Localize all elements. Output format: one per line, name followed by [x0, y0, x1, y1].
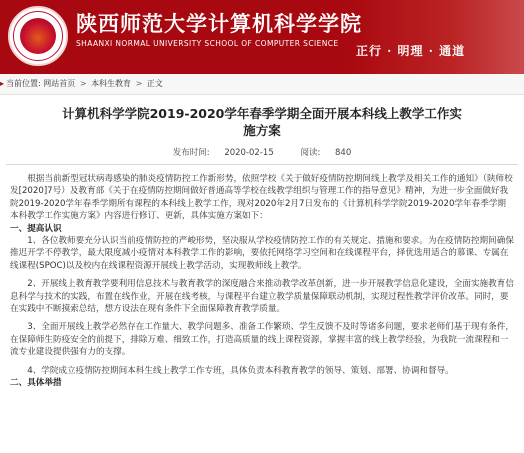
- article-title: 计算机科学学院2019-2020学年春季学期全面开展本科线上教学工作实施方案: [62, 106, 462, 138]
- breadcrumb-separator: >: [135, 79, 143, 88]
- university-logo[interactable]: [8, 6, 68, 66]
- breadcrumb-current: 正文: [146, 79, 163, 88]
- article-paragraph: 2、开展线上教育教学要利用信息技术与教育教学的深度融合来推动教学改革创新，进一步开展教学信息化建设，全面实施教育信息科学与技术的实践，布置在线作业，开展在线考核，与课程平台建立教学质量保障联动机制，实现过程性教学评价改革。同时，要在实践中不断摸索总结，想方设法在现有条件下全面保障教育教学质量。: [10, 279, 514, 315]
- location-icon: ▸: [0, 79, 5, 88]
- breadcrumb-prefix: 当前位置:: [6, 79, 41, 88]
- publish-info: [167, 148, 280, 158]
- article-meta: [0, 146, 524, 158]
- views-count: 840: [335, 148, 352, 158]
- section-heading: 二、具体举措: [10, 378, 62, 389]
- section-heading: 一、提高认识: [10, 223, 62, 234]
- publish-label: 发布时间:: [172, 148, 210, 158]
- title-divider: [6, 164, 518, 165]
- school-name: 陕西师范大学计算机科学学院: [76, 11, 362, 36]
- article-paragraph: 1、各位教师要充分认识当前疫情防控的严峻形势，坚决服从学校疫情防控工作的有关规定、措施和要求。为在疫情防控期间确保推迟开学不停教学，最大限度减小疫情对本科教学工作的影响，要依托网络学习空间和在线课程平台，择优选用适合的慕课、专属在线课程(SPOC)以及校内在线课程资源开展线上教学活动，实现教师线上教学。: [10, 236, 514, 271]
- school-name-en: SHAANXI NORMAL UNIVERSITY SCHOOL OF COMPUTER SCIENCE: [76, 39, 339, 48]
- logo-emblem: [20, 18, 56, 54]
- breadcrumb-undergrad-link[interactable]: 本科生教育: [91, 79, 132, 88]
- views-label: 阅读:: [300, 148, 321, 158]
- article-paragraph: 根据当前新型冠状病毒感染的肺炎疫情防控工作新形势，依照学校《关于做好疫情防控期间线上教学及相关工作的通知》（陕师校发[2020]7号）及教育部《关于在疫情防控期间做好普通高等学校在线教学组织与管理工作的指导意见》精神，为进一步全面做好我院2019-2020学年春季学期所有课程的本科线上教学工作，现对2020年2月7日发布的《计算机科学学院2019-2020学年春季学期本科教学工作实施方案》内容进行修订、更新，具体实施方案如下：: [10, 174, 513, 222]
- article-body: [0, 173, 524, 390]
- views-info: [294, 148, 357, 158]
- publish-date: 2020-02-15: [224, 148, 274, 158]
- site-header: [0, 0, 524, 74]
- school-motto: 正行 · 明理 · 通道: [356, 44, 466, 58]
- article-paragraph: 3、全面开展线上教学必然存在工作量大、教学问题多、准备工作繁琐、学生反馈不及时等诸多问题，要求老师们基于现有条件，在保障师生防疫安全的前提下，排除万难、细致工作，打造高质量的线上课程资源，掌握丰富的线上教学经验，为我院一流课程和一流专业建设提供强有力的支撑。: [10, 322, 514, 358]
- article-paragraph: 4、学院成立疫情防控期间本科生线上教学工作专班，具体负责本科教育教学的领导、策划、部署、协调和督导。: [27, 365, 454, 376]
- header-decoration: [344, 0, 524, 74]
- breadcrumb: [0, 74, 524, 95]
- breadcrumb-separator: >: [79, 79, 87, 88]
- breadcrumb-home-link[interactable]: 网站首页: [43, 79, 76, 88]
